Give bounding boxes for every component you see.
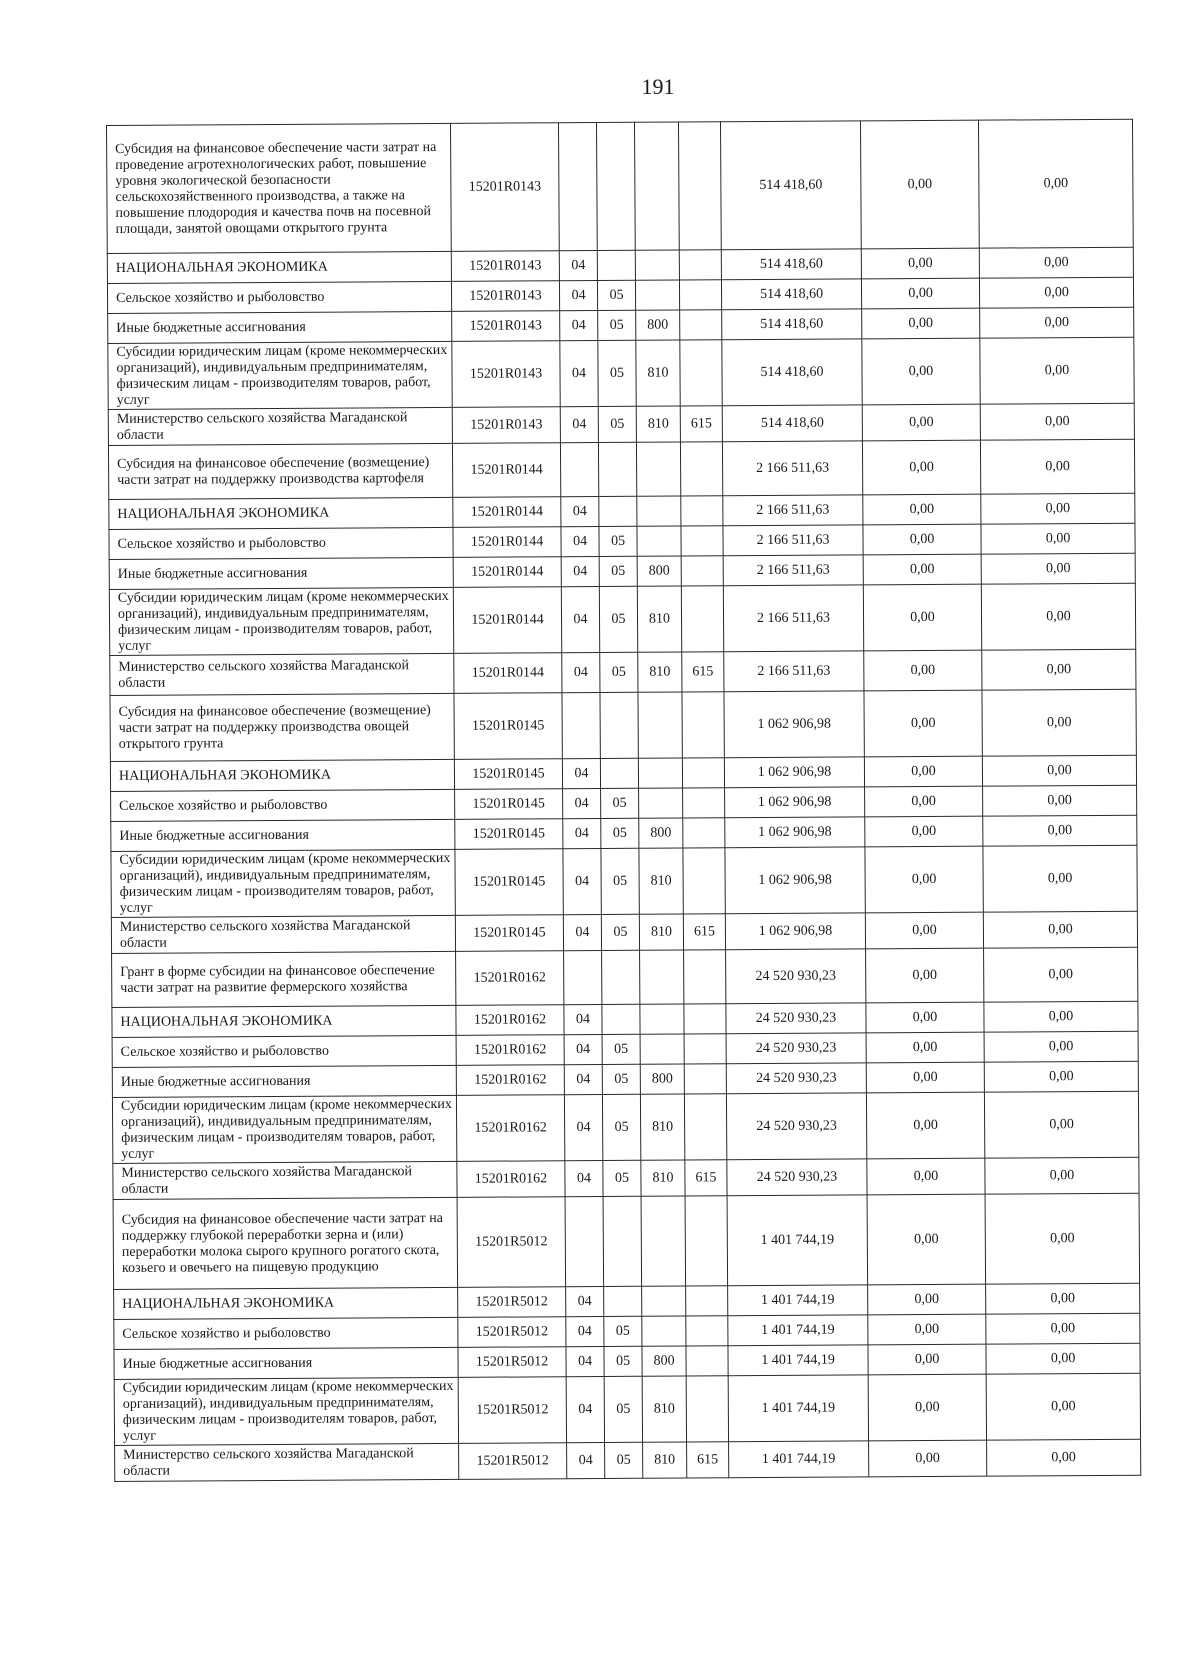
table-row (113, 1193, 1140, 1289)
amount-year-3-cell: 0,00 (985, 1157, 1139, 1194)
target-article-cell: 15201R0144 (453, 497, 561, 528)
expense-type-cell (639, 788, 683, 818)
amount-year-1-cell: 1 401 744,19 (728, 1315, 868, 1346)
table-row (108, 403, 1134, 445)
row-name-cell: Грант в форме субсидии на финансовое обеспечение части затрат на развитие фермерского хозяйства (112, 951, 456, 1007)
row-name-cell: Иные бюджетные ассигнования (114, 1347, 458, 1379)
section-cell (558, 123, 597, 251)
subsection-cell: 05 (605, 1442, 643, 1478)
expense-type-cell: 810 (642, 1376, 686, 1442)
row-name-cell: Министерство сельского хозяйства Магаданской области (113, 1161, 457, 1199)
amount-year-1-cell: 24 520 930,23 (726, 1003, 866, 1034)
section-cell: 04 (562, 652, 600, 692)
amount-year-2-cell: 0,00 (865, 846, 983, 913)
amount-year-1-cell: 1 401 744,19 (728, 1345, 868, 1376)
subsection-cell: 05 (599, 556, 637, 586)
table-row (115, 1439, 1141, 1481)
amount-year-2-cell: 0,00 (860, 120, 979, 249)
target-article-cell: 15201R0143 (452, 311, 560, 342)
expense-type-cell (638, 758, 682, 788)
amount-year-1-cell: 514 418,60 (722, 339, 862, 406)
subsection-cell: 05 (603, 1160, 641, 1196)
amount-year-1-cell: 1 062 906,98 (725, 817, 865, 848)
expense-type-cell (638, 692, 682, 758)
budget-manager-cell: 615 (685, 1160, 727, 1196)
row-name-cell: Сельское хозяйство и рыболовство (109, 527, 453, 559)
page-number: 191 (641, 74, 675, 99)
budget-manager-cell (684, 1094, 726, 1160)
amount-year-1-cell: 24 520 930,23 (727, 1159, 867, 1196)
subsection-cell (596, 122, 635, 250)
section-cell: 04 (560, 311, 598, 341)
amount-year-1-cell: 1 401 744,19 (727, 1195, 868, 1286)
row-name-cell: Министерство сельского хозяйства Магаданской области (110, 653, 454, 695)
section-cell: 04 (564, 1034, 602, 1064)
budget-manager-cell (686, 1376, 728, 1442)
section-cell: 04 (566, 1376, 604, 1442)
budget-manager-cell (686, 1346, 728, 1376)
amount-year-1-cell: 2 166 511,63 (722, 441, 862, 496)
amount-year-1-cell: 514 418,60 (721, 279, 861, 310)
expense-type-cell: 810 (643, 1442, 687, 1478)
target-article-cell: 15201R0162 (456, 951, 564, 1006)
amount-year-2-cell: 0,00 (868, 1284, 986, 1315)
amount-year-1-cell: 24 520 930,23 (726, 1093, 866, 1160)
section-cell: 04 (566, 1346, 604, 1376)
expense-type-cell: 810 (636, 406, 680, 442)
amount-year-3-cell: 0,00 (982, 755, 1136, 786)
target-article-cell: 15201R0145 (454, 759, 562, 790)
amount-year-3-cell: 0,00 (986, 1313, 1140, 1344)
row-name-cell: Сельское хозяйство и рыболовство (107, 281, 451, 313)
budget-manager-cell (685, 1196, 728, 1286)
subsection-cell: 05 (601, 788, 639, 818)
target-article-cell: 15201R0143 (452, 407, 560, 444)
budget-manager-cell (679, 280, 721, 310)
table-row (111, 911, 1137, 953)
target-article-cell: 15201R0143 (451, 281, 559, 312)
expense-type-cell (634, 122, 679, 250)
section-cell: 04 (566, 1286, 604, 1316)
amount-year-3-cell: 0,00 (984, 1091, 1138, 1158)
expense-type-cell (641, 1196, 686, 1286)
budget-manager-cell (680, 310, 722, 340)
row-name-cell: Сельское хозяйство и рыболовство (114, 1317, 458, 1349)
subsection-cell (599, 496, 637, 526)
budget-manager-cell (684, 1034, 726, 1064)
amount-year-3-cell: 0,00 (985, 1193, 1140, 1284)
expense-type-cell: 810 (636, 340, 680, 406)
amount-year-1-cell: 24 520 930,23 (726, 1033, 866, 1064)
row-name-cell: Иные бюджетные ассигнования (111, 819, 455, 851)
budget-manager-cell (683, 848, 725, 914)
row-name-cell: Министерство сельского хозяйства Магаданской области (108, 407, 452, 445)
amount-year-1-cell: 514 418,60 (720, 121, 861, 250)
row-name-cell: НАЦИОНАЛЬНАЯ ЭКОНОМИКА (114, 1287, 458, 1319)
amount-year-1-cell: 1 062 906,98 (724, 691, 864, 758)
budget-manager-cell (684, 1004, 726, 1034)
section-cell: 04 (561, 496, 599, 526)
target-article-cell: 15201R0145 (454, 693, 562, 760)
subsection-cell: 05 (598, 340, 636, 406)
budget-manager-cell (681, 556, 723, 586)
expense-type-cell: 810 (639, 914, 683, 950)
expense-type-cell: 810 (641, 1160, 685, 1196)
amount-year-3-cell: 0,00 (982, 649, 1136, 690)
amount-year-3-cell: 0,00 (983, 785, 1137, 816)
subsection-cell: 05 (599, 526, 637, 556)
amount-year-3-cell: 0,00 (984, 1001, 1138, 1032)
table-row (112, 1091, 1138, 1163)
section-cell (565, 1196, 604, 1286)
subsection-cell: 05 (602, 1034, 640, 1064)
amount-year-1-cell: 1 401 744,19 (728, 1285, 868, 1316)
expense-type-cell: 800 (639, 818, 683, 848)
row-name-cell: Субсидии юридическим лицам (кроме некоммерческих организаций), индивидуальным предпринимателям, физическим лицам - производителям товаров, работ, услуг (108, 341, 452, 409)
amount-year-2-cell: 0,00 (868, 1344, 986, 1375)
amount-year-1-cell: 1 062 906,98 (725, 913, 865, 950)
amount-year-3-cell: 0,00 (980, 307, 1134, 338)
target-article-cell: 15201R0144 (452, 443, 560, 498)
amount-year-3-cell: 0,00 (981, 583, 1135, 650)
expense-type-cell: 810 (637, 586, 681, 652)
budget-manager-cell (681, 586, 723, 652)
subsection-cell: 05 (597, 280, 635, 310)
expense-type-cell: 800 (642, 1346, 686, 1376)
budget-manager-cell (684, 950, 726, 1004)
amount-year-1-cell: 1 062 906,98 (725, 787, 865, 818)
section-cell: 04 (564, 1004, 602, 1034)
section-cell: 04 (559, 281, 597, 311)
budget-manager-cell (680, 340, 722, 406)
table-row (113, 1157, 1139, 1199)
target-article-cell: 15201R0162 (456, 1005, 564, 1036)
section-cell: 04 (563, 818, 601, 848)
section-cell: 04 (564, 1094, 602, 1160)
subsection-cell: 05 (598, 310, 636, 340)
amount-year-3-cell: 0,00 (983, 845, 1137, 912)
amount-year-1-cell: 2 166 511,63 (723, 525, 863, 556)
amount-year-1-cell: 2 166 511,63 (723, 495, 863, 526)
table-row (111, 845, 1137, 917)
table-row (112, 947, 1138, 1007)
row-name-cell: Иные бюджетные ассигнования (112, 1065, 456, 1097)
row-name-cell: Субсидия на финансовое обеспечение части затрат на проведение агротехнологических работ, повышение уровня экологической безопасности сельскохозяйственного производства, а также на повышение плодородия и качества почв на посевной площади, занятой овощами открытого грунта (107, 123, 452, 253)
subsection-cell (597, 250, 635, 280)
subsection-cell (600, 758, 638, 788)
table-row (108, 439, 1134, 499)
amount-year-2-cell: 0,00 (861, 278, 979, 309)
section-cell: 04 (562, 758, 600, 788)
amount-year-3-cell: 0,00 (980, 403, 1134, 440)
amount-year-2-cell: 0,00 (861, 248, 979, 279)
table-row (114, 1373, 1140, 1445)
amount-year-1-cell: 514 418,60 (722, 309, 862, 340)
budget-manager-cell (686, 1286, 728, 1316)
amount-year-2-cell: 0,00 (868, 1314, 986, 1345)
expense-type-cell: 810 (640, 1094, 684, 1160)
row-name-cell: Субсидия на финансовое обеспечение части затрат на поддержку глубокой переработки зерна и (или) переработки молока сырого крупного рогатого скота, козьего и овечьего на пищевую продукцию (113, 1197, 458, 1289)
amount-year-2-cell: 0,00 (869, 1440, 987, 1477)
subsection-cell (603, 1196, 642, 1286)
target-article-cell: 15201R5012 (458, 1347, 566, 1378)
expense-type-cell: 810 (639, 848, 683, 914)
amount-year-2-cell: 0,00 (865, 786, 983, 817)
amount-year-1-cell: 514 418,60 (722, 405, 862, 442)
amount-year-2-cell: 0,00 (866, 1062, 984, 1093)
budget-manager-cell (686, 1316, 728, 1346)
amount-year-2-cell: 0,00 (864, 690, 982, 757)
subsection-cell: 05 (600, 652, 638, 692)
table-row (109, 583, 1135, 655)
row-name-cell: НАЦИОНАЛЬНАЯ ЭКОНОМИКА (109, 497, 453, 529)
table-body (107, 119, 1141, 1481)
amount-year-3-cell: 0,00 (986, 1283, 1140, 1314)
section-cell: 04 (561, 526, 599, 556)
expense-type-cell (642, 1286, 686, 1316)
budget-manager-cell (682, 692, 724, 758)
target-article-cell: 15201R0144 (454, 653, 562, 694)
amount-year-2-cell: 0,00 (867, 1194, 986, 1285)
amount-year-2-cell: 0,00 (865, 912, 983, 949)
expense-type-cell: 810 (638, 652, 682, 692)
subsection-cell (602, 1004, 640, 1034)
amount-year-1-cell: 1 401 744,19 (729, 1441, 869, 1478)
amount-year-1-cell: 1 062 906,98 (725, 847, 865, 914)
amount-year-2-cell: 0,00 (862, 404, 980, 441)
subsection-cell: 05 (602, 1094, 640, 1160)
section-cell (564, 950, 602, 1004)
amount-year-3-cell: 0,00 (983, 815, 1137, 846)
expense-type-cell (636, 442, 680, 496)
target-article-cell: 15201R0145 (455, 819, 563, 850)
target-article-cell: 15201R0144 (453, 587, 561, 654)
amount-year-3-cell: 0,00 (986, 1373, 1140, 1440)
subsection-cell (602, 950, 640, 1004)
subsection-cell: 05 (602, 1064, 640, 1094)
target-article-cell: 15201R5012 (458, 1377, 566, 1444)
subsection-cell: 05 (604, 1316, 642, 1346)
subsection-cell: 05 (601, 818, 639, 848)
budget-manager-cell (681, 496, 723, 526)
amount-year-3-cell: 0,00 (983, 911, 1137, 948)
expense-type-cell (640, 1034, 684, 1064)
target-article-cell: 15201R0162 (456, 1035, 564, 1066)
amount-year-2-cell: 0,00 (862, 308, 980, 339)
expense-type-cell (637, 496, 681, 526)
amount-year-1-cell: 1 062 906,98 (724, 757, 864, 788)
target-article-cell: 15201R5012 (458, 1287, 566, 1318)
budget-manager-cell (680, 442, 722, 496)
budget-manager-cell (679, 250, 721, 280)
amount-year-2-cell: 0,00 (863, 494, 981, 525)
expense-type-cell: 800 (636, 310, 680, 340)
amount-year-2-cell: 0,00 (866, 1002, 984, 1033)
section-cell: 04 (565, 1160, 603, 1196)
table-row (110, 649, 1136, 695)
subsection-cell: 05 (601, 848, 639, 914)
subsection-cell: 05 (604, 1346, 642, 1376)
amount-year-1-cell: 514 418,60 (721, 249, 861, 280)
expense-type-cell: 800 (637, 556, 681, 586)
row-name-cell: Субсидии юридическим лицам (кроме некоммерческих организаций), индивидуальным предпринимателям, физическим лицам - производителям товаров, работ, услуг (114, 1377, 458, 1445)
amount-year-2-cell: 0,00 (864, 650, 982, 691)
amount-year-3-cell: 0,00 (982, 689, 1136, 756)
row-name-cell: Министерство сельского хозяйства Магаданской области (115, 1443, 459, 1481)
target-article-cell: 15201R5012 (458, 1317, 566, 1348)
target-article-cell: 15201R0144 (453, 527, 561, 558)
amount-year-2-cell: 0,00 (866, 1092, 984, 1159)
row-name-cell: Субсидия на финансовое обеспечение (возмещение) части затрат на поддержку производства овощей открытого грунта (110, 693, 454, 761)
amount-year-2-cell: 0,00 (866, 948, 984, 1003)
amount-year-2-cell: 0,00 (863, 554, 981, 585)
row-name-cell: Министерство сельского хозяйства Магаданской области (111, 915, 455, 953)
target-article-cell: 15201R0143 (452, 341, 560, 408)
section-cell: 04 (559, 251, 597, 281)
target-article-cell: 15201R0145 (455, 915, 563, 952)
row-name-cell: Сельское хозяйство и рыболовство (111, 789, 455, 821)
section-cell: 04 (561, 556, 599, 586)
amount-year-3-cell: 0,00 (987, 1439, 1141, 1476)
budget-manager-cell: 615 (680, 406, 722, 442)
table-row (110, 689, 1136, 761)
expense-type-cell (635, 280, 679, 310)
section-cell: 04 (560, 340, 598, 406)
row-name-cell: Субсидия на финансовое обеспечение (возмещение) части затрат на поддержку производства картофеля (108, 443, 452, 499)
amount-year-3-cell: 0,00 (979, 247, 1133, 278)
target-article-cell: 15201R0143 (451, 251, 559, 282)
target-article-cell: 15201R0162 (456, 1095, 564, 1162)
budget-manager-cell (681, 526, 723, 556)
row-name-cell: Иные бюджетные ассигнования (109, 557, 453, 589)
budget-manager-cell: 615 (687, 1442, 729, 1478)
target-article-cell: 15201R5012 (457, 1197, 566, 1288)
row-name-cell: Иные бюджетные ассигнования (108, 311, 452, 343)
amount-year-2-cell: 0,00 (863, 584, 981, 651)
amount-year-2-cell: 0,00 (866, 1032, 984, 1063)
row-name-cell: Сельское хозяйство и рыболовство (112, 1035, 456, 1067)
row-name-cell: Субсидии юридическим лицам (кроме некоммерческих организаций), индивидуальным предпринимателям, физическим лицам - производителям товаров, работ, услуг (111, 849, 455, 917)
subsection-cell (604, 1286, 642, 1316)
section-cell (560, 442, 598, 496)
amount-year-1-cell: 2 166 511,63 (723, 585, 863, 652)
budget-manager-cell (682, 758, 724, 788)
amount-year-3-cell: 0,00 (980, 337, 1134, 404)
row-name-cell: НАЦИОНАЛЬНАЯ ЭКОНОМИКА (112, 1005, 456, 1037)
section-cell: 04 (563, 848, 601, 914)
amount-year-2-cell: 0,00 (868, 1374, 986, 1441)
target-article-cell: 15201R0143 (450, 123, 559, 252)
amount-year-3-cell: 0,00 (986, 1343, 1140, 1374)
expense-type-cell (637, 526, 681, 556)
section-cell: 04 (564, 1064, 602, 1094)
section-cell (562, 692, 600, 758)
amount-year-3-cell: 0,00 (984, 947, 1138, 1002)
row-name-cell: НАЦИОНАЛЬНАЯ ЭКОНОМИКА (110, 759, 454, 791)
amount-year-2-cell: 0,00 (865, 816, 983, 847)
expense-type-cell (635, 250, 679, 280)
section-cell: 04 (563, 914, 601, 950)
section-cell: 04 (560, 406, 598, 442)
row-name-cell: НАЦИОНАЛЬНАЯ ЭКОНОМИКА (107, 251, 451, 283)
row-name-cell: Субсидии юридическим лицам (кроме некоммерческих организаций), индивидуальным предпринимателям, физическим лицам - производителям товаров, работ, услуг (112, 1095, 456, 1163)
subsection-cell: 05 (601, 914, 639, 950)
budget-manager-cell (678, 122, 721, 250)
table-row (107, 119, 1134, 253)
target-article-cell: 15201R0145 (455, 789, 563, 820)
target-article-cell: 15201R0145 (455, 849, 563, 916)
amount-year-2-cell: 0,00 (862, 338, 980, 405)
budget-manager-cell: 615 (682, 652, 724, 692)
subsection-cell: 05 (604, 1376, 642, 1442)
amount-year-3-cell: 0,00 (981, 493, 1135, 524)
section-cell: 04 (563, 788, 601, 818)
expense-type-cell: 800 (640, 1064, 684, 1094)
amount-year-2-cell: 0,00 (867, 1158, 985, 1195)
target-article-cell: 15201R0144 (453, 557, 561, 588)
expense-type-cell (640, 950, 684, 1004)
amount-year-3-cell: 0,00 (984, 1031, 1138, 1062)
amount-year-3-cell: 0,00 (984, 1061, 1138, 1092)
amount-year-1-cell: 2 166 511,63 (724, 651, 864, 692)
amount-year-1-cell: 24 520 930,23 (726, 949, 866, 1004)
amount-year-3-cell: 0,00 (980, 439, 1134, 494)
budget-manager-cell (683, 818, 725, 848)
budget-manager-cell (683, 788, 725, 818)
subsection-cell: 05 (599, 586, 637, 652)
budget-manager-cell: 615 (683, 914, 725, 950)
budget-table (106, 119, 1141, 1482)
target-article-cell: 15201R0162 (456, 1065, 564, 1096)
section-cell: 04 (561, 586, 599, 652)
target-article-cell: 15201R5012 (459, 1443, 567, 1480)
amount-year-1-cell: 2 166 511,63 (723, 555, 863, 586)
section-cell: 04 (566, 1316, 604, 1346)
row-name-cell: Субсидии юридическим лицам (кроме некоммерческих организаций), индивидуальным предпринимателям, физическим лицам - производителям товаров, работ, услуг (109, 587, 453, 655)
amount-year-3-cell: 0,00 (979, 277, 1133, 308)
amount-year-2-cell: 0,00 (862, 440, 980, 495)
budget-manager-cell (684, 1064, 726, 1094)
amount-year-3-cell: 0,00 (978, 119, 1133, 248)
target-article-cell: 15201R0162 (457, 1161, 565, 1198)
subsection-cell: 05 (598, 406, 636, 442)
amount-year-2-cell: 0,00 (863, 524, 981, 555)
amount-year-3-cell: 0,00 (981, 523, 1135, 554)
section-cell: 04 (567, 1442, 605, 1478)
amount-year-2-cell: 0,00 (864, 756, 982, 787)
amount-year-1-cell: 1 401 744,19 (728, 1375, 868, 1442)
amount-year-3-cell: 0,00 (981, 553, 1135, 584)
expense-type-cell (640, 1004, 684, 1034)
table-row (108, 337, 1134, 409)
expense-type-cell (642, 1316, 686, 1346)
amount-year-1-cell: 24 520 930,23 (726, 1063, 866, 1094)
subsection-cell (598, 442, 636, 496)
subsection-cell (600, 692, 638, 758)
